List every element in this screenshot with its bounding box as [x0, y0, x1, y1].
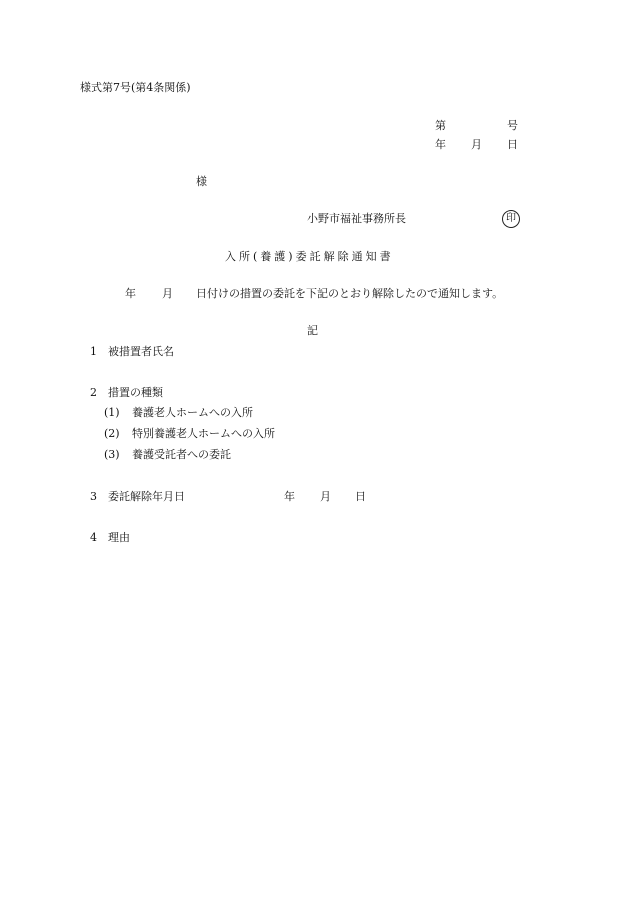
- item3-month: 月: [320, 490, 331, 503]
- date-day: 日: [507, 138, 518, 151]
- number-prefix: 第: [435, 119, 446, 132]
- addressee-suffix: 様: [196, 175, 207, 188]
- sub-item-label: 養護老人ホームへの入所: [132, 406, 253, 419]
- sub-item-number: (1): [104, 406, 120, 419]
- number-suffix: 号: [507, 119, 518, 132]
- date-year: 年: [435, 138, 446, 151]
- item-number: 1: [90, 345, 97, 358]
- item3-day: 日: [355, 490, 366, 503]
- sub-item-number: (2): [104, 427, 120, 440]
- item-number: 2: [90, 386, 97, 399]
- body-text: 日付けの措置の委託を下記のとおり解除したので通知します。: [196, 287, 504, 300]
- ki-heading: 記: [307, 324, 318, 337]
- sub-item-label: 特別養護老人ホームへの入所: [132, 427, 275, 440]
- item3-year: 年: [284, 490, 295, 503]
- issuer-name: 小野市福祉事務所長: [307, 212, 406, 225]
- body-month: 月: [162, 287, 173, 300]
- item-label-reason: 理由: [108, 531, 130, 544]
- sub-item-number: (3): [104, 448, 120, 461]
- seal-mark: 印: [502, 210, 520, 228]
- item-label-measure-type: 措置の種類: [108, 386, 163, 399]
- form-label: 様式第7号(第4条関係): [80, 81, 191, 94]
- document-title: 入所(養護)委託解除通知書: [225, 250, 394, 263]
- body-year: 年: [125, 287, 136, 300]
- date-month: 月: [471, 138, 482, 151]
- item-number: 4: [90, 531, 97, 544]
- item-number: 3: [90, 490, 97, 503]
- sub-item-label: 養護受託者への委託: [132, 448, 231, 461]
- item-label-subject-name: 被措置者氏名: [108, 345, 174, 358]
- item-label-termination-date: 委託解除年月日: [108, 490, 185, 503]
